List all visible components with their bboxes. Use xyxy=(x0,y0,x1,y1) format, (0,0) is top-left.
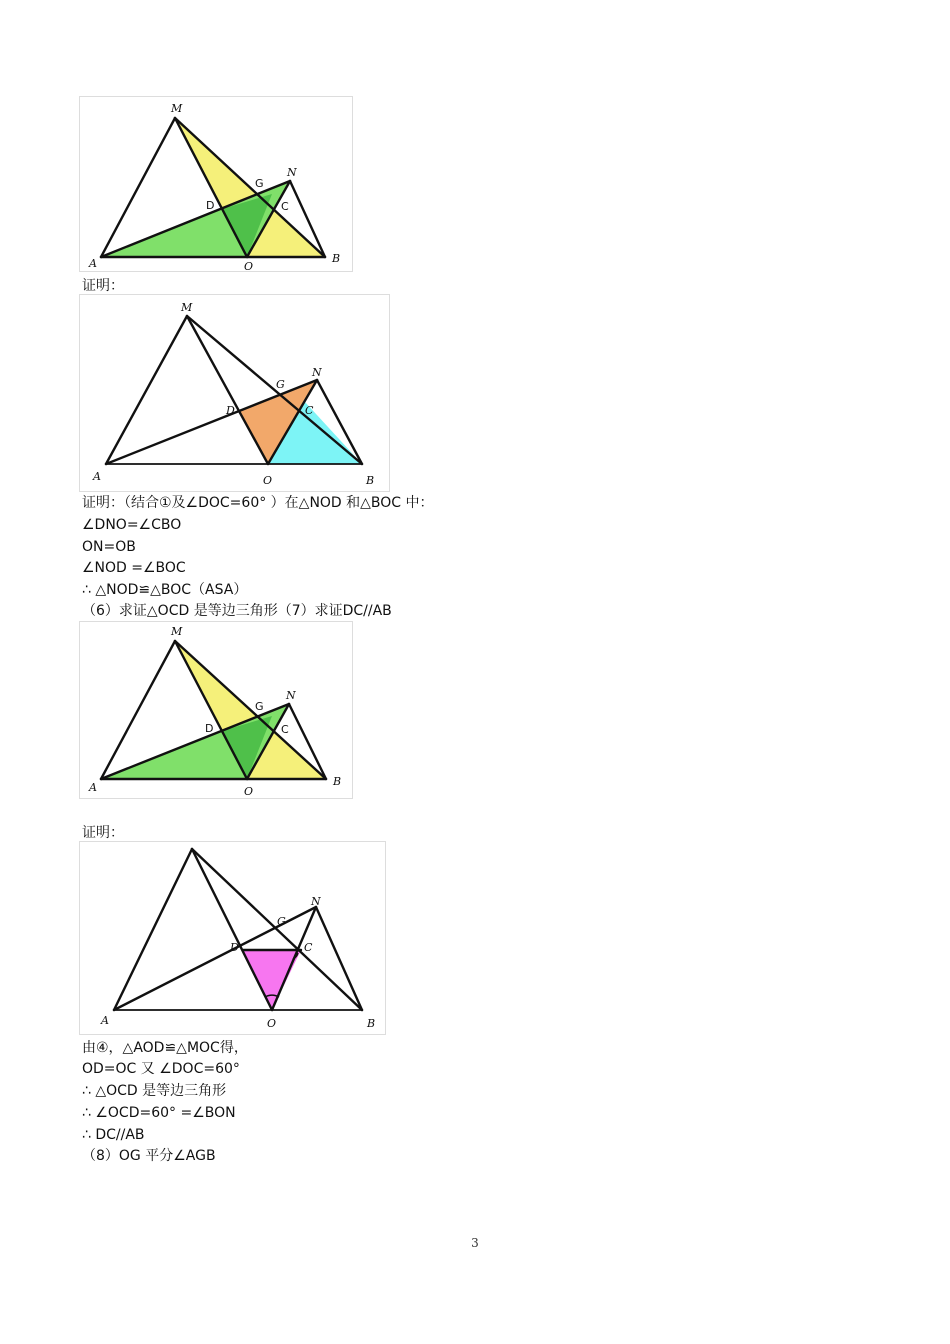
question-8: （8）OG 平分∠AGB xyxy=(82,1148,216,1164)
label-g: G xyxy=(276,378,285,391)
proof2-line-2: OD=OC 又 ∠DOC=60° xyxy=(82,1061,240,1077)
proof-line-3: ON=OB xyxy=(82,539,136,555)
proof-heading-2: 证明： xyxy=(82,825,124,841)
label-b: B xyxy=(332,252,341,265)
question-6-7: （6）求证△OCD 是等边三角形（7）求证DC//AB xyxy=(82,603,392,619)
label-m: M xyxy=(171,625,183,638)
label-a: A xyxy=(89,781,97,794)
proof2-line-5: ∴ DC//AB xyxy=(82,1127,145,1143)
label-o: O xyxy=(244,785,254,798)
label-c: C xyxy=(281,200,289,213)
label-m: M xyxy=(171,102,183,115)
label-c: C xyxy=(281,723,289,736)
proof-line-1: 证明：（结合①及∠DOC=60° ）在△NOD 和△BOC 中： xyxy=(82,495,434,511)
proof-line-4: ∠NOD =∠BOC xyxy=(82,560,186,576)
proof2-line-1: 由④，△AOD≌△MOC得， xyxy=(82,1040,248,1056)
label-d: D xyxy=(230,941,239,954)
proof2-line-4: ∴ ∠OCD=60° =∠BON xyxy=(82,1105,236,1121)
label-g: G xyxy=(255,700,264,713)
label-n: N xyxy=(287,166,297,179)
label-b: B xyxy=(366,474,375,487)
proof2-line-3: ∴ △OCD 是等边三角形 xyxy=(82,1083,227,1099)
label-d: D xyxy=(226,404,235,417)
label-c: C xyxy=(304,941,313,954)
label-b: B xyxy=(367,1017,376,1030)
label-a: A xyxy=(89,257,97,270)
label-o: O xyxy=(263,474,273,487)
label-o: O xyxy=(267,1017,277,1030)
figure-3 xyxy=(79,621,353,799)
label-n: N xyxy=(286,689,296,702)
proof-heading-1: 证明： xyxy=(82,278,124,294)
proof-line-2: ∠DNO=∠CBO xyxy=(82,517,182,533)
label-n: N xyxy=(311,895,321,908)
label-g: G xyxy=(255,177,264,190)
label-b: B xyxy=(333,775,342,788)
figure-4 xyxy=(79,841,386,1035)
label-a: A xyxy=(93,470,101,483)
page-number: 3 xyxy=(471,1236,479,1250)
label-n: N xyxy=(312,366,322,379)
triangle-ocd-fill xyxy=(243,950,301,1010)
label-d: D xyxy=(205,722,214,735)
label-m: M xyxy=(181,301,193,314)
label-d: D xyxy=(206,199,215,212)
label-a: A xyxy=(101,1014,109,1027)
figure-1 xyxy=(79,96,353,272)
label-o: O xyxy=(244,260,254,272)
label-c: C xyxy=(305,404,314,417)
label-g: G xyxy=(277,915,286,928)
proof-line-5: ∴ △NOD≌△BOC（ASA） xyxy=(82,582,248,598)
figure-2 xyxy=(79,294,390,492)
